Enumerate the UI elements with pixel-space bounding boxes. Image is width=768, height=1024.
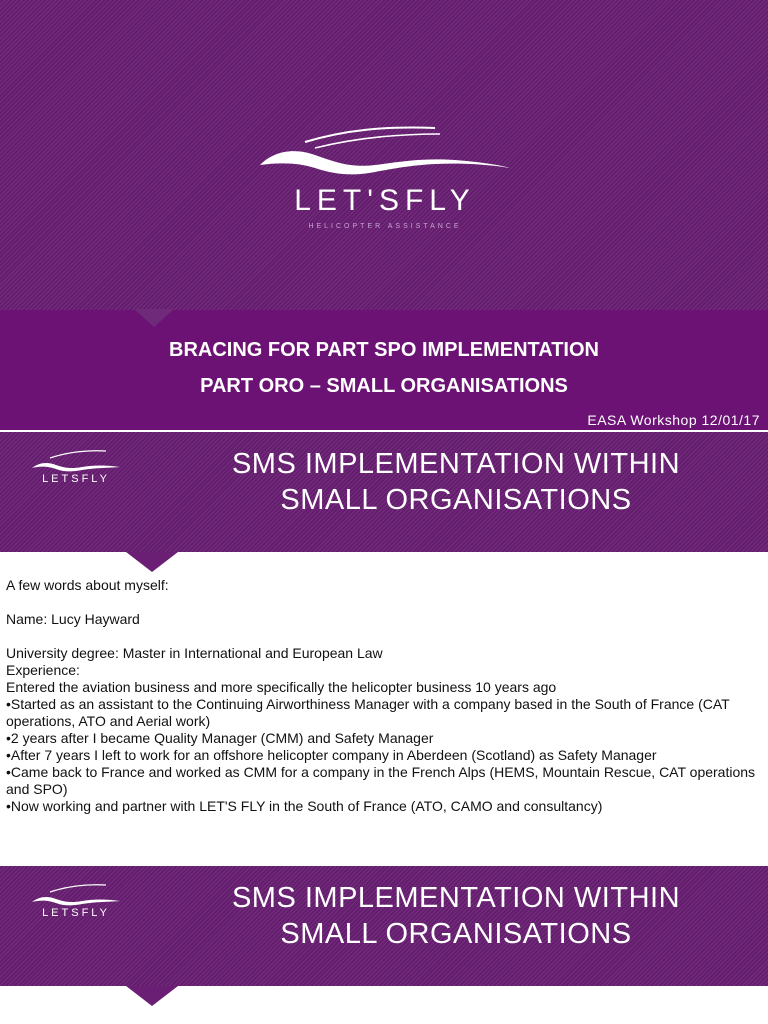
header-pointer bbox=[126, 552, 178, 572]
header-pointer bbox=[126, 986, 178, 1006]
slide3-heading-line1: SMS IMPLEMENTATION WITHIN bbox=[231, 882, 681, 914]
experience-item: •Came back to France and worked as CMM for a company in the French Alps (HEMS, Mountain Rescue, CAT operations and SPO) bbox=[6, 764, 756, 797]
degree-text: University degree: Master in International and European Law bbox=[6, 645, 383, 661]
slide3-heading-line2: SMALL ORGANISATIONS bbox=[280, 918, 632, 950]
slide2-heading-line1: SMS IMPLEMENTATION WITHIN bbox=[231, 448, 681, 480]
letsfly-logo bbox=[255, 120, 515, 240]
title-notch bbox=[134, 309, 174, 327]
slide3-heading bbox=[196, 880, 716, 952]
helicopter-icon bbox=[32, 463, 120, 471]
presentation-subtitle: PART ORO – SMALL ORGANISATIONS bbox=[200, 375, 568, 397]
logo-tagline: HELICOPTER ASSISTANCE bbox=[308, 223, 462, 230]
letsfly-logo-small bbox=[30, 880, 122, 940]
slide2-header bbox=[0, 432, 768, 552]
intro-text: A few words about myself: bbox=[6, 577, 169, 593]
experience-label: Experience: bbox=[6, 662, 80, 678]
experience-item: •2 years after I became Quality Manager (CMM) and Safety Manager bbox=[6, 730, 434, 746]
name-text: Name: Lucy Hayward bbox=[6, 611, 140, 627]
helicopter-icon bbox=[32, 897, 120, 905]
slide2-heading bbox=[196, 446, 716, 518]
slide3-header bbox=[0, 866, 768, 986]
logo-small-text: LETSFLY bbox=[42, 907, 110, 919]
experience-item: Entered the aviation business and more specifically the helicopter business 10 years ago bbox=[6, 679, 557, 695]
logo-small-text: LETSFLY bbox=[42, 473, 110, 485]
presentation-title: BRACING FOR PART SPO IMPLEMENTATION bbox=[169, 339, 599, 361]
workshop-date: EASA Workshop 12/01/17 bbox=[587, 412, 760, 428]
logo-brand: LET'SFLY bbox=[294, 184, 476, 217]
slide2-heading-line2: SMALL ORGANISATIONS bbox=[280, 484, 632, 516]
slide2-content bbox=[6, 577, 762, 815]
title-slide bbox=[0, 0, 768, 430]
experience-item: •After 7 years I left to work for an offshore helicopter company in Aberdeen (Scotland) as Safety Manager bbox=[6, 747, 657, 763]
letsfly-logo-small bbox=[30, 446, 122, 506]
experience-item: •Now working and partner with LET'S FLY in the South of France (ATO, CAMO and consultancy) bbox=[6, 798, 603, 814]
experience-item: •Started as an assistant to the Continuing Airworthiness Manager with a company based in the South of France (CAT operations, ATO and Aerial work) bbox=[6, 696, 730, 729]
